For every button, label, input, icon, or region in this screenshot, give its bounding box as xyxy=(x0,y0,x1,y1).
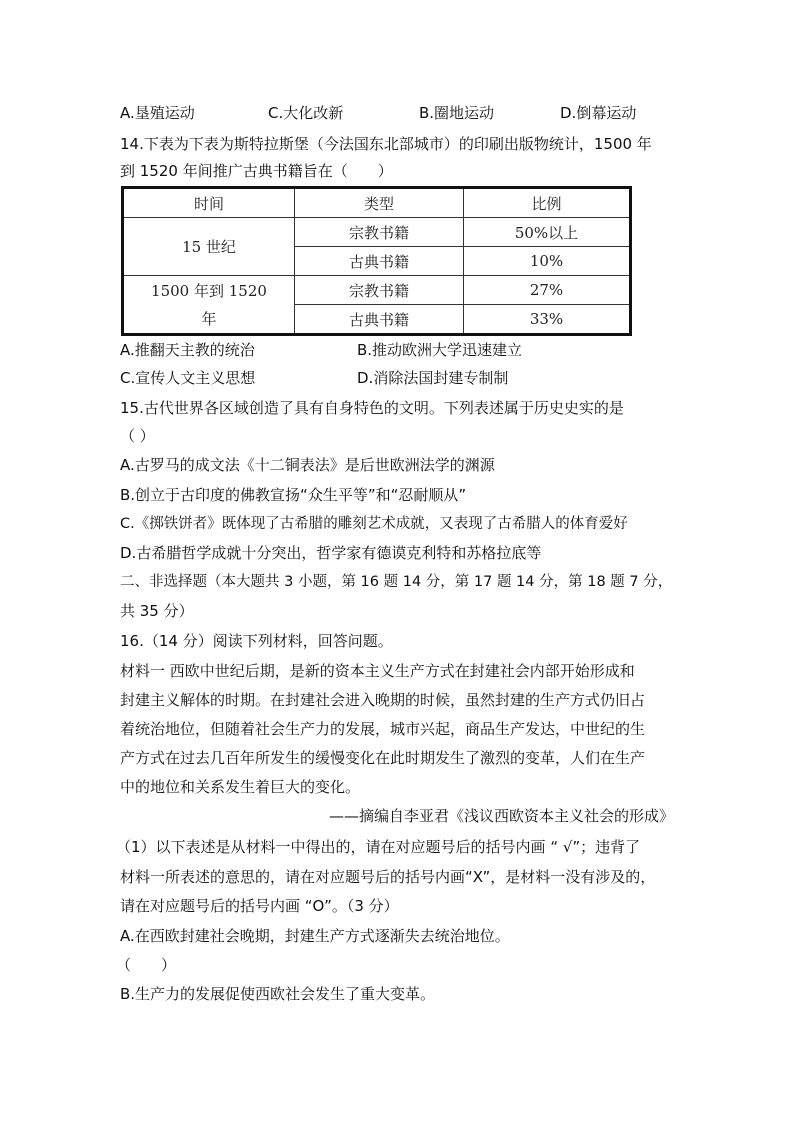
table-header-row xyxy=(123,188,631,218)
table-header-cell: 比例 xyxy=(464,188,631,218)
q15-option-d[interactable]: D.古希腊哲学成就十分突出，哲学家有德谟克利特和苏格拉底等 xyxy=(120,544,542,562)
answer-bracket[interactable]: （ ） xyxy=(116,956,177,974)
section2-heading-line1: 二、非选择题（本大题共 3 小题，第 16 题 14 分，第 17 题 14 分，第 18 题 7 分， xyxy=(120,574,673,590)
q13-option-b[interactable]: B.圈地运动 xyxy=(419,104,495,122)
table-cell-ratio: 50%以上 xyxy=(464,218,631,247)
q16-material-line: 中的地位和关系发生着巨大的变化。 xyxy=(120,778,361,796)
q13-option-d[interactable]: D.倒幕运动 xyxy=(560,104,637,122)
q16-statement-a: A.在西欧封建社会晚期，封建生产方式逐渐失去统治地位。 xyxy=(120,927,510,945)
q14-statistics-table xyxy=(121,186,632,336)
table-cell-type: 宗教书籍 xyxy=(295,276,464,305)
q16-sub1-line: 材料一所表述的意思的，请在对应题号后的括号内画“X”，是材料一没有涉及的， xyxy=(120,868,656,886)
q13-options xyxy=(0,102,794,124)
table-row xyxy=(123,276,631,305)
table-header-cell: 时间 xyxy=(123,188,295,218)
q16-statement-b: B.生产力的发展促使西欧社会发生了重大变革。 xyxy=(120,985,436,1003)
q15-option-a[interactable]: A.古罗马的成文法《十二铜表法》是后世欧洲法学的渊源 xyxy=(120,456,495,474)
q15-option-b[interactable]: B.创立于古印度的佛教宣扬“众生平等”和“忍耐顺从” xyxy=(120,486,467,504)
q14-option-c[interactable]: C.宣传人文主义思想 xyxy=(120,369,256,387)
table-cell-period xyxy=(123,276,295,335)
q15-stem-line2: （ ） xyxy=(120,427,155,445)
q13-option-a[interactable]: A.垦殖运动 xyxy=(120,104,195,122)
period-line1: 1500 年到 1520 xyxy=(151,281,267,300)
q16-material-source: ——摘编自李亚君《浅议西欧资本主义社会的形成》 xyxy=(328,807,674,825)
table-header-cell: 类型 xyxy=(295,188,464,218)
q16-stem: 16.（14 分）阅读下列材料，回答问题。 xyxy=(120,632,393,650)
q14-option-d[interactable]: D.消除法国封建专制制 xyxy=(357,369,509,387)
q14-option-a[interactable]: A.推翻天主教的统治 xyxy=(120,341,255,359)
q14-stem-line1: 14.下表为下表为斯特拉斯堡（今法国东北部城市）的印刷出版物统计，1500 年 xyxy=(120,135,652,153)
q15-stem-line1: 15.古代世界各区域创造了具有自身特色的文明。下列表述属于历史史实的是 xyxy=(120,399,624,417)
table-row xyxy=(123,218,631,247)
section2-heading-line2: 共 35 分） xyxy=(120,602,194,620)
q16-sub1-line: （1）以下表述是从材料一中得出的，请在对应题号后的括号内画 “ √”；违背了 xyxy=(116,838,641,856)
q16-sub1-line: 请在对应题号后的括号内画 “O”。（3 分） xyxy=(120,897,399,915)
q16-material-line: 材料一 西欧中世纪后期，是新的资本主义生产方式在封建社会内部开始形成和 xyxy=(120,662,635,680)
table-cell-type: 古典书籍 xyxy=(295,247,464,276)
q15-option-c[interactable]: C.《掷铁饼者》既体现了古希腊的雕刻艺术成就，又表现了古希腊人的体育爱好 xyxy=(120,516,628,532)
table-cell-ratio: 27% xyxy=(464,276,631,305)
q13-option-c[interactable]: C.大化改新 xyxy=(268,104,344,122)
period-line2: 年 xyxy=(201,309,217,328)
table-cell-type: 古典书籍 xyxy=(295,305,464,335)
q16-material-line: 封建主义解体的时期。在封建社会进入晚期的时候，虽然封建的生产方式仍旧占 xyxy=(120,691,646,709)
table-cell-period: 15 世纪 xyxy=(123,218,295,276)
table-cell-ratio: 10% xyxy=(464,247,631,276)
table-cell-type: 宗教书籍 xyxy=(295,218,464,247)
q16-material-line: 产方式在过去几百年所发生的缓慢变化在此时期发生了激烈的变革，人们在生产 xyxy=(120,749,646,767)
q16-material-line: 着统治地位，但随着社会生产力的发展，城市兴起，商品生产发达，中世纪的生 xyxy=(120,720,646,738)
q14-option-b[interactable]: B.推动欧洲大学迅速建立 xyxy=(357,341,523,359)
table-cell-ratio: 33% xyxy=(464,305,631,335)
q14-stem-line2: 到 1520 年间推广古典书籍旨在（ ） xyxy=(120,162,393,180)
